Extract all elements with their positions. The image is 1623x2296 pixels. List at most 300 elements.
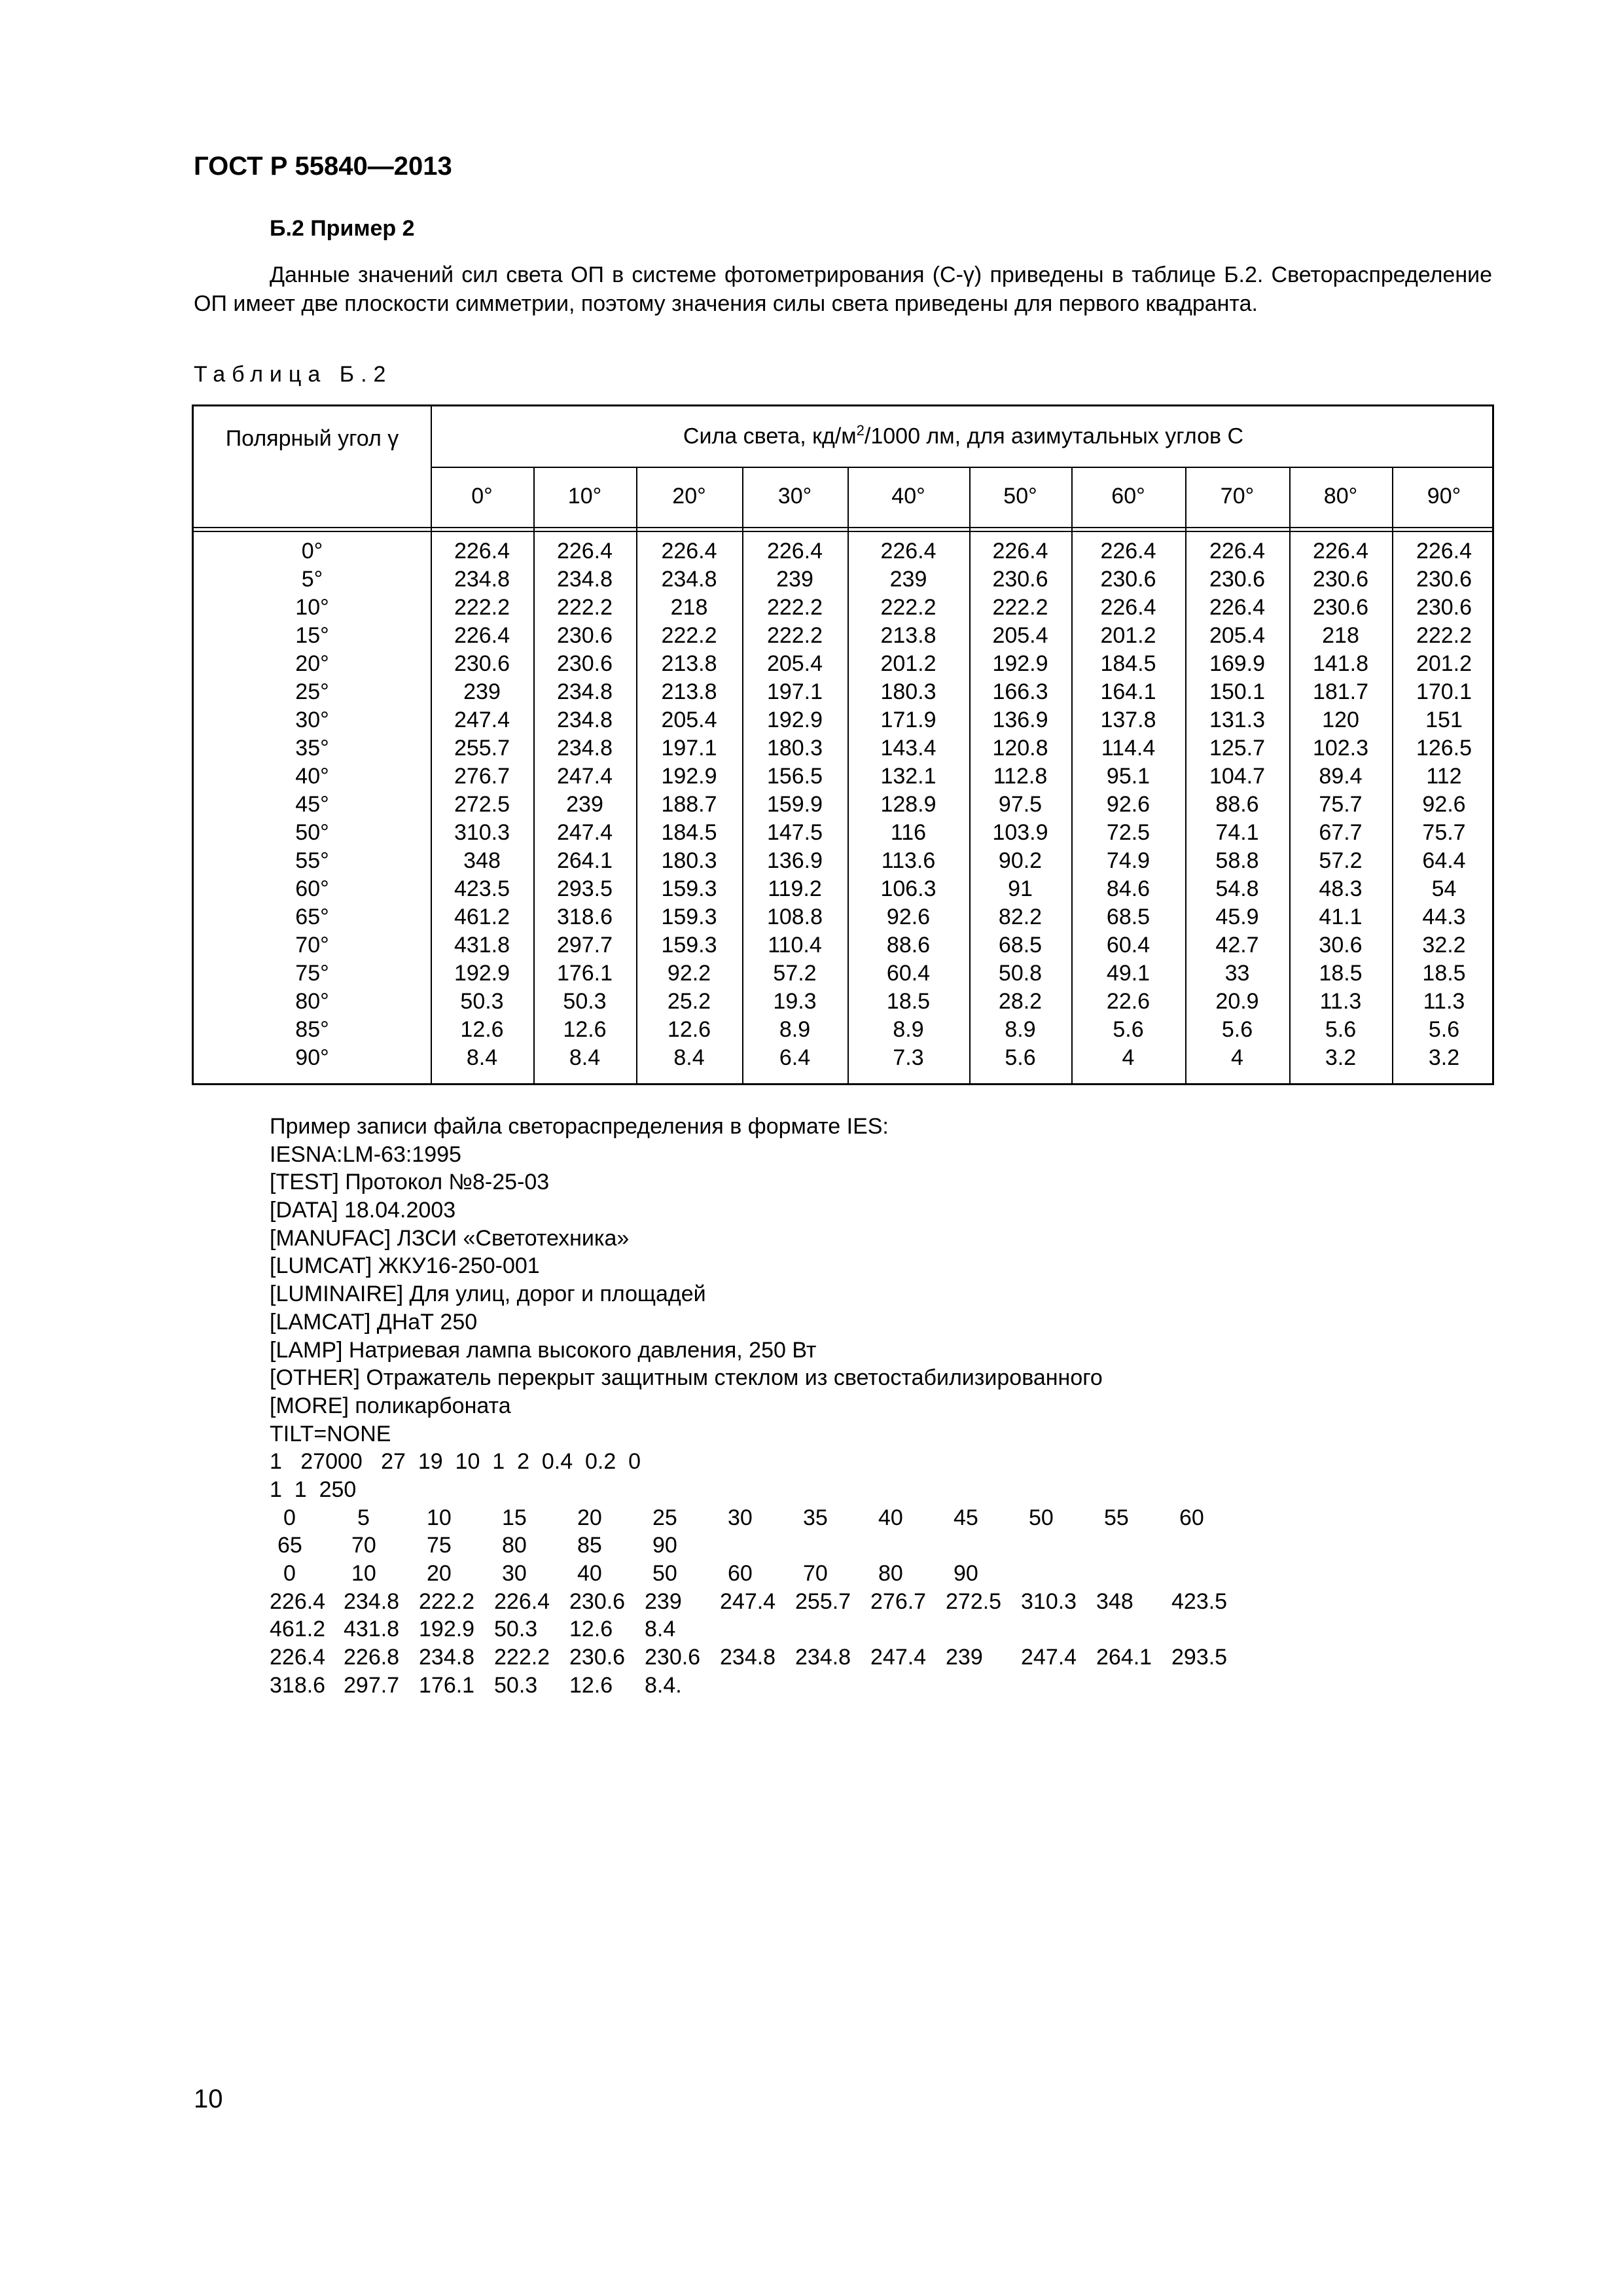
body-divider-1: [194, 527, 1492, 528]
table-cell: 3.2: [1428, 1045, 1460, 1070]
ies-value: 50.3: [494, 1617, 538, 1642]
table-cell: 18.5: [1319, 961, 1363, 986]
value-column: [533, 537, 636, 1072]
table-cell: 166.3: [992, 679, 1048, 704]
ies-value: 272.5: [946, 1588, 1002, 1614]
table-cell: 176.1: [556, 961, 613, 986]
table-cell: 247.4: [454, 708, 510, 732]
table-cell: 156.5: [766, 764, 823, 789]
table-cell: 68.5: [1106, 905, 1150, 929]
table-cell: 75.7: [1422, 820, 1466, 845]
table-caption: Таблица Б.2: [194, 362, 393, 387]
table-cell: 126.5: [1416, 736, 1472, 761]
table-cell: 230.6: [1209, 567, 1266, 592]
intensity-table: [192, 404, 1494, 1085]
table-cell: 57.2: [773, 961, 817, 986]
polar-angle: 65°: [295, 905, 329, 929]
ies-value: 40: [878, 1505, 903, 1530]
table-cell: 136.9: [992, 708, 1048, 732]
ies-line: [MORE] поликарбоната: [270, 1393, 511, 1418]
column-divider: [969, 467, 971, 1083]
polar-angle: 45°: [295, 792, 329, 817]
table-cell: 150.1: [1209, 679, 1266, 704]
table-cell: 120: [1322, 708, 1359, 732]
table-cell: 171.9: [880, 708, 936, 732]
polar-angle: 55°: [295, 848, 329, 873]
table-cell: 247.4: [556, 764, 613, 789]
ies-value: 222.2: [419, 1588, 475, 1614]
ies-value: 239: [946, 1645, 983, 1670]
polar-angle: 10°: [295, 595, 329, 620]
column-divider: [847, 467, 849, 1083]
table-cell: 92.6: [886, 905, 931, 929]
value-column: [847, 537, 969, 1072]
ies-value: 55: [1104, 1505, 1129, 1530]
table-cell: 213.8: [661, 651, 717, 676]
table-cell: 108.8: [766, 905, 823, 929]
ies-number-row: [270, 1643, 1228, 1672]
value-column: [969, 537, 1071, 1072]
table-cell: 82.2: [998, 905, 1043, 929]
table-cell: 113.6: [881, 848, 936, 873]
ies-number-row: [270, 1672, 1103, 1700]
table-cell: 5.6: [1113, 1017, 1144, 1042]
table-cell: 218: [670, 595, 708, 620]
table-cell: 67.7: [1319, 820, 1363, 845]
table-cell: 151: [1425, 708, 1463, 732]
table-cell: 297.7: [556, 933, 613, 958]
table-cell: 247.4: [556, 820, 613, 845]
ies-line: [LAMP] Натриевая лампа высокого давления, 250 Вт: [270, 1337, 817, 1363]
table-cell: 222.2: [661, 623, 717, 648]
ies-line: [LUMCAT] ЖКУ16-250-001: [270, 1253, 540, 1279]
column-divider: [1071, 467, 1073, 1083]
value-column: [431, 537, 533, 1072]
polar-angle: 60°: [295, 876, 329, 901]
table-cell: 88.6: [886, 933, 931, 958]
table-cell: 226.4: [454, 623, 510, 648]
column-header: 90°: [1427, 484, 1461, 509]
ies-value: 50: [1029, 1505, 1054, 1530]
column-divider: [636, 467, 637, 1083]
ies-value: 45: [954, 1505, 978, 1530]
body-divider-2: [194, 531, 1492, 532]
table-cell: 164.1: [1100, 679, 1156, 704]
table-cell: 169.9: [1209, 651, 1266, 676]
table-cell: 230.6: [1416, 595, 1472, 620]
ies-value: 247.4: [1021, 1645, 1077, 1670]
table-cell: 49.1: [1106, 961, 1150, 986]
polar-angle: 70°: [295, 933, 329, 958]
document-header: ГОСТ Р 55840—2013: [194, 152, 452, 181]
table-cell: 4: [1231, 1045, 1243, 1070]
ies-value: 35: [803, 1505, 828, 1530]
table-cell: 226.4: [556, 539, 613, 564]
ies-value: 12.6: [569, 1672, 613, 1698]
polar-angle: 0°: [301, 539, 323, 564]
table-cell: 159.3: [661, 876, 717, 901]
table-cell: 44.3: [1422, 905, 1466, 929]
column-header: 60°: [1111, 484, 1145, 509]
ies-line: [LUMINAIRE] Для улиц, дорог и площадей: [270, 1282, 706, 1307]
ies-value: 0: [283, 1505, 296, 1530]
ies-value: 348: [1096, 1588, 1133, 1614]
table-cell: 264.1: [556, 848, 613, 873]
polar-angle: 80°: [295, 989, 329, 1014]
table-cell: 222.2: [992, 595, 1048, 620]
ies-value: 226.8: [344, 1645, 400, 1670]
row-header: Полярный угол γ: [225, 426, 399, 451]
table-cell: 230.6: [1100, 567, 1156, 592]
ies-line: IESNA:LM-63:1995: [270, 1141, 461, 1167]
ies-value: 234.8: [419, 1645, 475, 1670]
table-cell: 74.9: [1106, 848, 1150, 873]
table-cell: 5.6: [1428, 1017, 1460, 1042]
table-cell: 170.1: [1416, 679, 1472, 704]
ies-value: 461.2: [270, 1617, 326, 1642]
table-cell: 201.2: [1100, 623, 1156, 648]
table-cell: 84.6: [1106, 876, 1150, 901]
value-column: [1185, 537, 1289, 1072]
table-cell: 222.2: [1416, 623, 1472, 648]
ies-line: [MANUFAC] ЛЗСИ «Светотехника»: [270, 1225, 630, 1251]
value-column: [1071, 537, 1185, 1072]
table-cell: 12.6: [460, 1017, 504, 1042]
table-cell: 112: [1426, 764, 1462, 789]
polar-angle: 85°: [295, 1017, 329, 1042]
table-cell: 239: [566, 792, 603, 817]
table-cell: 48.3: [1319, 876, 1363, 901]
group-header: Сила света, $кд/м^2/1000$ лм, для азимутальных углов C: [683, 422, 1244, 449]
table-cell: 6.4: [779, 1045, 811, 1070]
table-cell: 88.6: [1215, 792, 1259, 817]
ies-value: 234.8: [344, 1588, 400, 1614]
table-cell: 75.7: [1319, 792, 1363, 817]
ies-value: 226.4: [494, 1588, 550, 1614]
ies-example: [270, 1113, 1228, 1699]
table-cell: 114.4: [1101, 736, 1156, 761]
table-cell: 226.4: [1100, 539, 1156, 564]
angle-column: [194, 537, 431, 1072]
table-cell: 54: [1431, 876, 1457, 901]
ies-value: 80: [502, 1533, 527, 1558]
table-cell: 180.3: [661, 848, 717, 873]
ies-line: [TEST] Протокол №8-25-03: [270, 1170, 550, 1195]
ies-value: 239: [645, 1588, 682, 1614]
table-cell: 119.2: [768, 876, 822, 901]
ies-value: 85: [577, 1533, 602, 1558]
ies-value: 30: [728, 1505, 753, 1530]
ies-value: 60: [728, 1561, 753, 1586]
table-cell: 226.4: [1209, 539, 1266, 564]
column-header: 70°: [1220, 484, 1255, 509]
table-cell: 5.6: [1005, 1045, 1036, 1070]
table-cell: 205.4: [661, 708, 717, 732]
table-cell: 188.7: [661, 792, 717, 817]
table-cell: 184.5: [1100, 651, 1156, 676]
polar-angle: 15°: [295, 623, 329, 648]
ies-value: 226.4: [270, 1588, 326, 1614]
table-cell: 128.9: [880, 792, 936, 817]
polar-angle: 5°: [301, 567, 323, 592]
table-cell: 205.4: [1209, 623, 1266, 648]
column-header: 80°: [1323, 484, 1358, 509]
ies-value: 276.7: [870, 1588, 927, 1614]
table-cell: 226.4: [1312, 539, 1369, 564]
table-cell: 90.2: [998, 848, 1043, 873]
table-cell: 136.9: [766, 848, 823, 873]
table-cell: 95.1: [1106, 764, 1150, 789]
table-cell: 226.4: [766, 539, 823, 564]
ies-value: 297.7: [344, 1672, 400, 1698]
column-header: 50°: [1003, 484, 1037, 509]
ies-value: 247.4: [720, 1588, 776, 1614]
ies-value: 230.6: [569, 1645, 626, 1670]
table-cell: 30.6: [1319, 933, 1363, 958]
table-cell: 222.2: [766, 623, 823, 648]
table-cell: 141.8: [1312, 651, 1369, 676]
table-cell: 234.8: [661, 567, 717, 592]
table-cell: 58.8: [1215, 848, 1259, 873]
table-cell: 102.3: [1312, 736, 1369, 761]
table-cell: 192.9: [661, 764, 717, 789]
ies-value: 234.8: [720, 1645, 776, 1670]
table-cell: 222.2: [766, 595, 823, 620]
ies-value: 0: [283, 1561, 296, 1586]
ies-line: Пример записи файла светораспределения в формате IES:: [270, 1114, 889, 1139]
ies-value: 431.8: [344, 1617, 400, 1642]
table-cell: 180.3: [766, 736, 823, 761]
table-cell: 255.7: [454, 736, 510, 761]
table-cell: 103.9: [992, 820, 1048, 845]
table-cell: 230.6: [556, 651, 613, 676]
table-cell: 226.4: [1416, 539, 1472, 564]
table-cell: 147.5: [766, 820, 823, 845]
table-cell: 110.4: [768, 933, 822, 958]
ies-value: 15: [502, 1505, 527, 1530]
table-cell: 91: [1008, 876, 1033, 901]
ies-value: 226.4: [270, 1645, 326, 1670]
column-divider: [431, 406, 432, 1083]
table-cell: 239: [776, 567, 813, 592]
column-divider: [1289, 467, 1291, 1083]
ies-value: 10: [351, 1561, 376, 1586]
table-cell: 234.8: [556, 708, 613, 732]
table-cell: 32.2: [1422, 933, 1466, 958]
ies-value: 8.4: [645, 1617, 676, 1642]
polar-angle: 25°: [295, 679, 329, 704]
ies-line: 1 27000 27 19 10 1 2 0.4 0.2 0: [270, 1449, 641, 1475]
ies-value: 75: [427, 1533, 452, 1558]
ies-value: 90: [652, 1533, 677, 1558]
table-cell: 12.6: [667, 1017, 711, 1042]
table-cell: 8.9: [779, 1017, 811, 1042]
table-cell: 234.8: [454, 567, 510, 592]
table-cell: 60.4: [1106, 933, 1150, 958]
table-cell: 64.4: [1422, 848, 1466, 873]
table-cell: 230.6: [1312, 567, 1369, 592]
ies-line: [OTHER] Отражатель перекрыт защитным стеклом из светостабилизированного: [270, 1365, 1103, 1391]
table-cell: 226.4: [454, 539, 510, 564]
table-cell: 72.5: [1106, 820, 1150, 845]
ies-value: 30: [502, 1561, 527, 1586]
table-cell: 205.4: [766, 651, 823, 676]
table-cell: 89.4: [1319, 764, 1363, 789]
table-cell: 3.2: [1325, 1045, 1357, 1070]
ies-value: 70: [803, 1561, 828, 1586]
table-cell: 222.2: [556, 595, 613, 620]
table-cell: 11.3: [1319, 989, 1362, 1014]
value-column: [636, 537, 742, 1072]
table-cell: 104.7: [1209, 764, 1266, 789]
table-cell: 230.6: [1312, 595, 1369, 620]
polar-angle: 40°: [295, 764, 329, 789]
table-cell: 201.2: [1416, 651, 1472, 676]
table-cell: 20.9: [1215, 989, 1259, 1014]
table-cell: 28.2: [998, 989, 1043, 1014]
ies-value: 234.8: [795, 1645, 851, 1670]
ies-line: [DATA] 18.04.2003: [270, 1198, 456, 1223]
table-cell: 192.9: [992, 651, 1048, 676]
polar-angle: 75°: [295, 961, 329, 986]
polar-angle: 30°: [295, 708, 329, 732]
table-cell: 222.2: [880, 595, 936, 620]
ies-number-row: [270, 1588, 1228, 1616]
table-cell: 8.4: [569, 1045, 601, 1070]
ies-line: TILT=NONE: [270, 1421, 391, 1446]
table-cell: 74.1: [1215, 820, 1259, 845]
ies-value: 230.6: [569, 1588, 626, 1614]
ies-value: 50.3: [494, 1672, 538, 1698]
column-divider: [1185, 467, 1186, 1083]
table-cell: 92.6: [1106, 792, 1150, 817]
ies-value: 293.5: [1171, 1645, 1228, 1670]
ies-value: 70: [351, 1533, 376, 1558]
table-cell: 431.8: [454, 933, 510, 958]
table-cell: 226.4: [880, 539, 936, 564]
ies-number-row: [270, 1532, 1103, 1560]
table-cell: 239: [463, 679, 501, 704]
ies-value: 80: [878, 1561, 903, 1586]
table-cell: 213.8: [661, 679, 717, 704]
table-cell: 239: [889, 567, 927, 592]
table-cell: 19.3: [773, 989, 817, 1014]
ies-value: 176.1: [419, 1672, 475, 1698]
table-cell: 159.9: [766, 792, 823, 817]
table-cell: 159.3: [661, 905, 717, 929]
table-cell: 192.9: [454, 961, 510, 986]
ies-value: 8.4.: [645, 1672, 682, 1698]
table-cell: 184.5: [661, 820, 717, 845]
table-cell: 112.8: [993, 764, 1048, 789]
table-cell: 120.8: [992, 736, 1048, 761]
table-cell: 50.3: [460, 989, 504, 1014]
header-divider: [431, 467, 1492, 468]
table-cell: 57.2: [1319, 848, 1363, 873]
table-cell: 226.4: [1209, 595, 1266, 620]
table-cell: 68.5: [998, 933, 1043, 958]
table-cell: 293.5: [556, 876, 613, 901]
table-cell: 230.6: [454, 651, 510, 676]
section-title: Б.2 Пример 2: [270, 216, 415, 241]
ies-number-row: [270, 1504, 1204, 1532]
ies-value: 264.1: [1096, 1645, 1152, 1670]
table-cell: 5.6: [1221, 1017, 1253, 1042]
table-cell: 423.5: [454, 876, 510, 901]
table-cell: 318.6: [556, 905, 613, 929]
page-number: 10: [194, 2085, 223, 2113]
table-cell: 92.2: [667, 961, 711, 986]
table-cell: 50.3: [563, 989, 607, 1014]
column-header: 10°: [567, 484, 602, 509]
ies-value: 192.9: [419, 1617, 475, 1642]
polar-angle: 90°: [295, 1045, 329, 1070]
table-cell: 8.9: [1005, 1017, 1036, 1042]
ies-value: 423.5: [1171, 1588, 1228, 1614]
ies-value: 255.7: [795, 1588, 851, 1614]
table-cell: 60.4: [886, 961, 931, 986]
table-cell: 11.3: [1423, 989, 1465, 1014]
ies-value: 247.4: [870, 1645, 927, 1670]
ies-value: 25: [652, 1505, 677, 1530]
table-cell: 230.6: [556, 623, 613, 648]
table-cell: 33: [1224, 961, 1250, 986]
table-cell: 201.2: [880, 651, 936, 676]
table-cell: 137.8: [1100, 708, 1156, 732]
table-cell: 50.8: [998, 961, 1043, 986]
table-cell: 197.1: [661, 736, 717, 761]
column-header: 20°: [672, 484, 706, 509]
table-cell: 4: [1122, 1045, 1135, 1070]
ies-value: 230.6: [645, 1645, 701, 1670]
column-header: 30°: [777, 484, 812, 509]
table-cell: 25.2: [667, 989, 711, 1014]
table-cell: 42.7: [1215, 933, 1259, 958]
ies-value: 318.6: [270, 1672, 326, 1698]
table-cell: 218: [1322, 623, 1359, 648]
table-cell: 213.8: [880, 623, 936, 648]
table-cell: 348: [463, 848, 501, 873]
table-cell: 234.8: [556, 679, 613, 704]
table-cell: 205.4: [992, 623, 1048, 648]
ies-value: 310.3: [1021, 1588, 1077, 1614]
column-header: 0°: [471, 484, 493, 509]
table-cell: 310.3: [454, 820, 510, 845]
column-divider: [1392, 467, 1393, 1083]
table-cell: 22.6: [1106, 989, 1150, 1014]
table-cell: 18.5: [886, 989, 931, 1014]
ies-value: 60: [1179, 1505, 1204, 1530]
ies-value: 10: [427, 1505, 452, 1530]
table-cell: 41.1: [1319, 905, 1363, 929]
table-cell: 197.1: [766, 679, 823, 704]
table-cell: 8.4: [466, 1045, 498, 1070]
ies-value: 5: [357, 1505, 370, 1530]
ies-value: 90: [954, 1561, 978, 1586]
table-cell: 159.3: [661, 933, 717, 958]
ies-line: [LAMCAT] ДНаТ 250: [270, 1309, 478, 1335]
polar-angle: 50°: [295, 820, 329, 845]
table-cell: 143.4: [880, 736, 936, 761]
column-header: 40°: [891, 484, 925, 509]
table-cell: 234.8: [556, 736, 613, 761]
table-cell: 226.4: [1100, 595, 1156, 620]
polar-angle: 20°: [295, 651, 329, 676]
intro-text: Данные значений сил света ОП в системе фотометрирования (С-γ) приведены в таблице Б.2. Светораспределение ОП имеет две плоскости симметрии, поэтому значения силы света приведены для первого квадранта.: [194, 262, 1492, 316]
table-cell: 8.4: [673, 1045, 705, 1070]
polar-angle: 35°: [295, 736, 329, 761]
table-cell: 226.4: [661, 539, 717, 564]
